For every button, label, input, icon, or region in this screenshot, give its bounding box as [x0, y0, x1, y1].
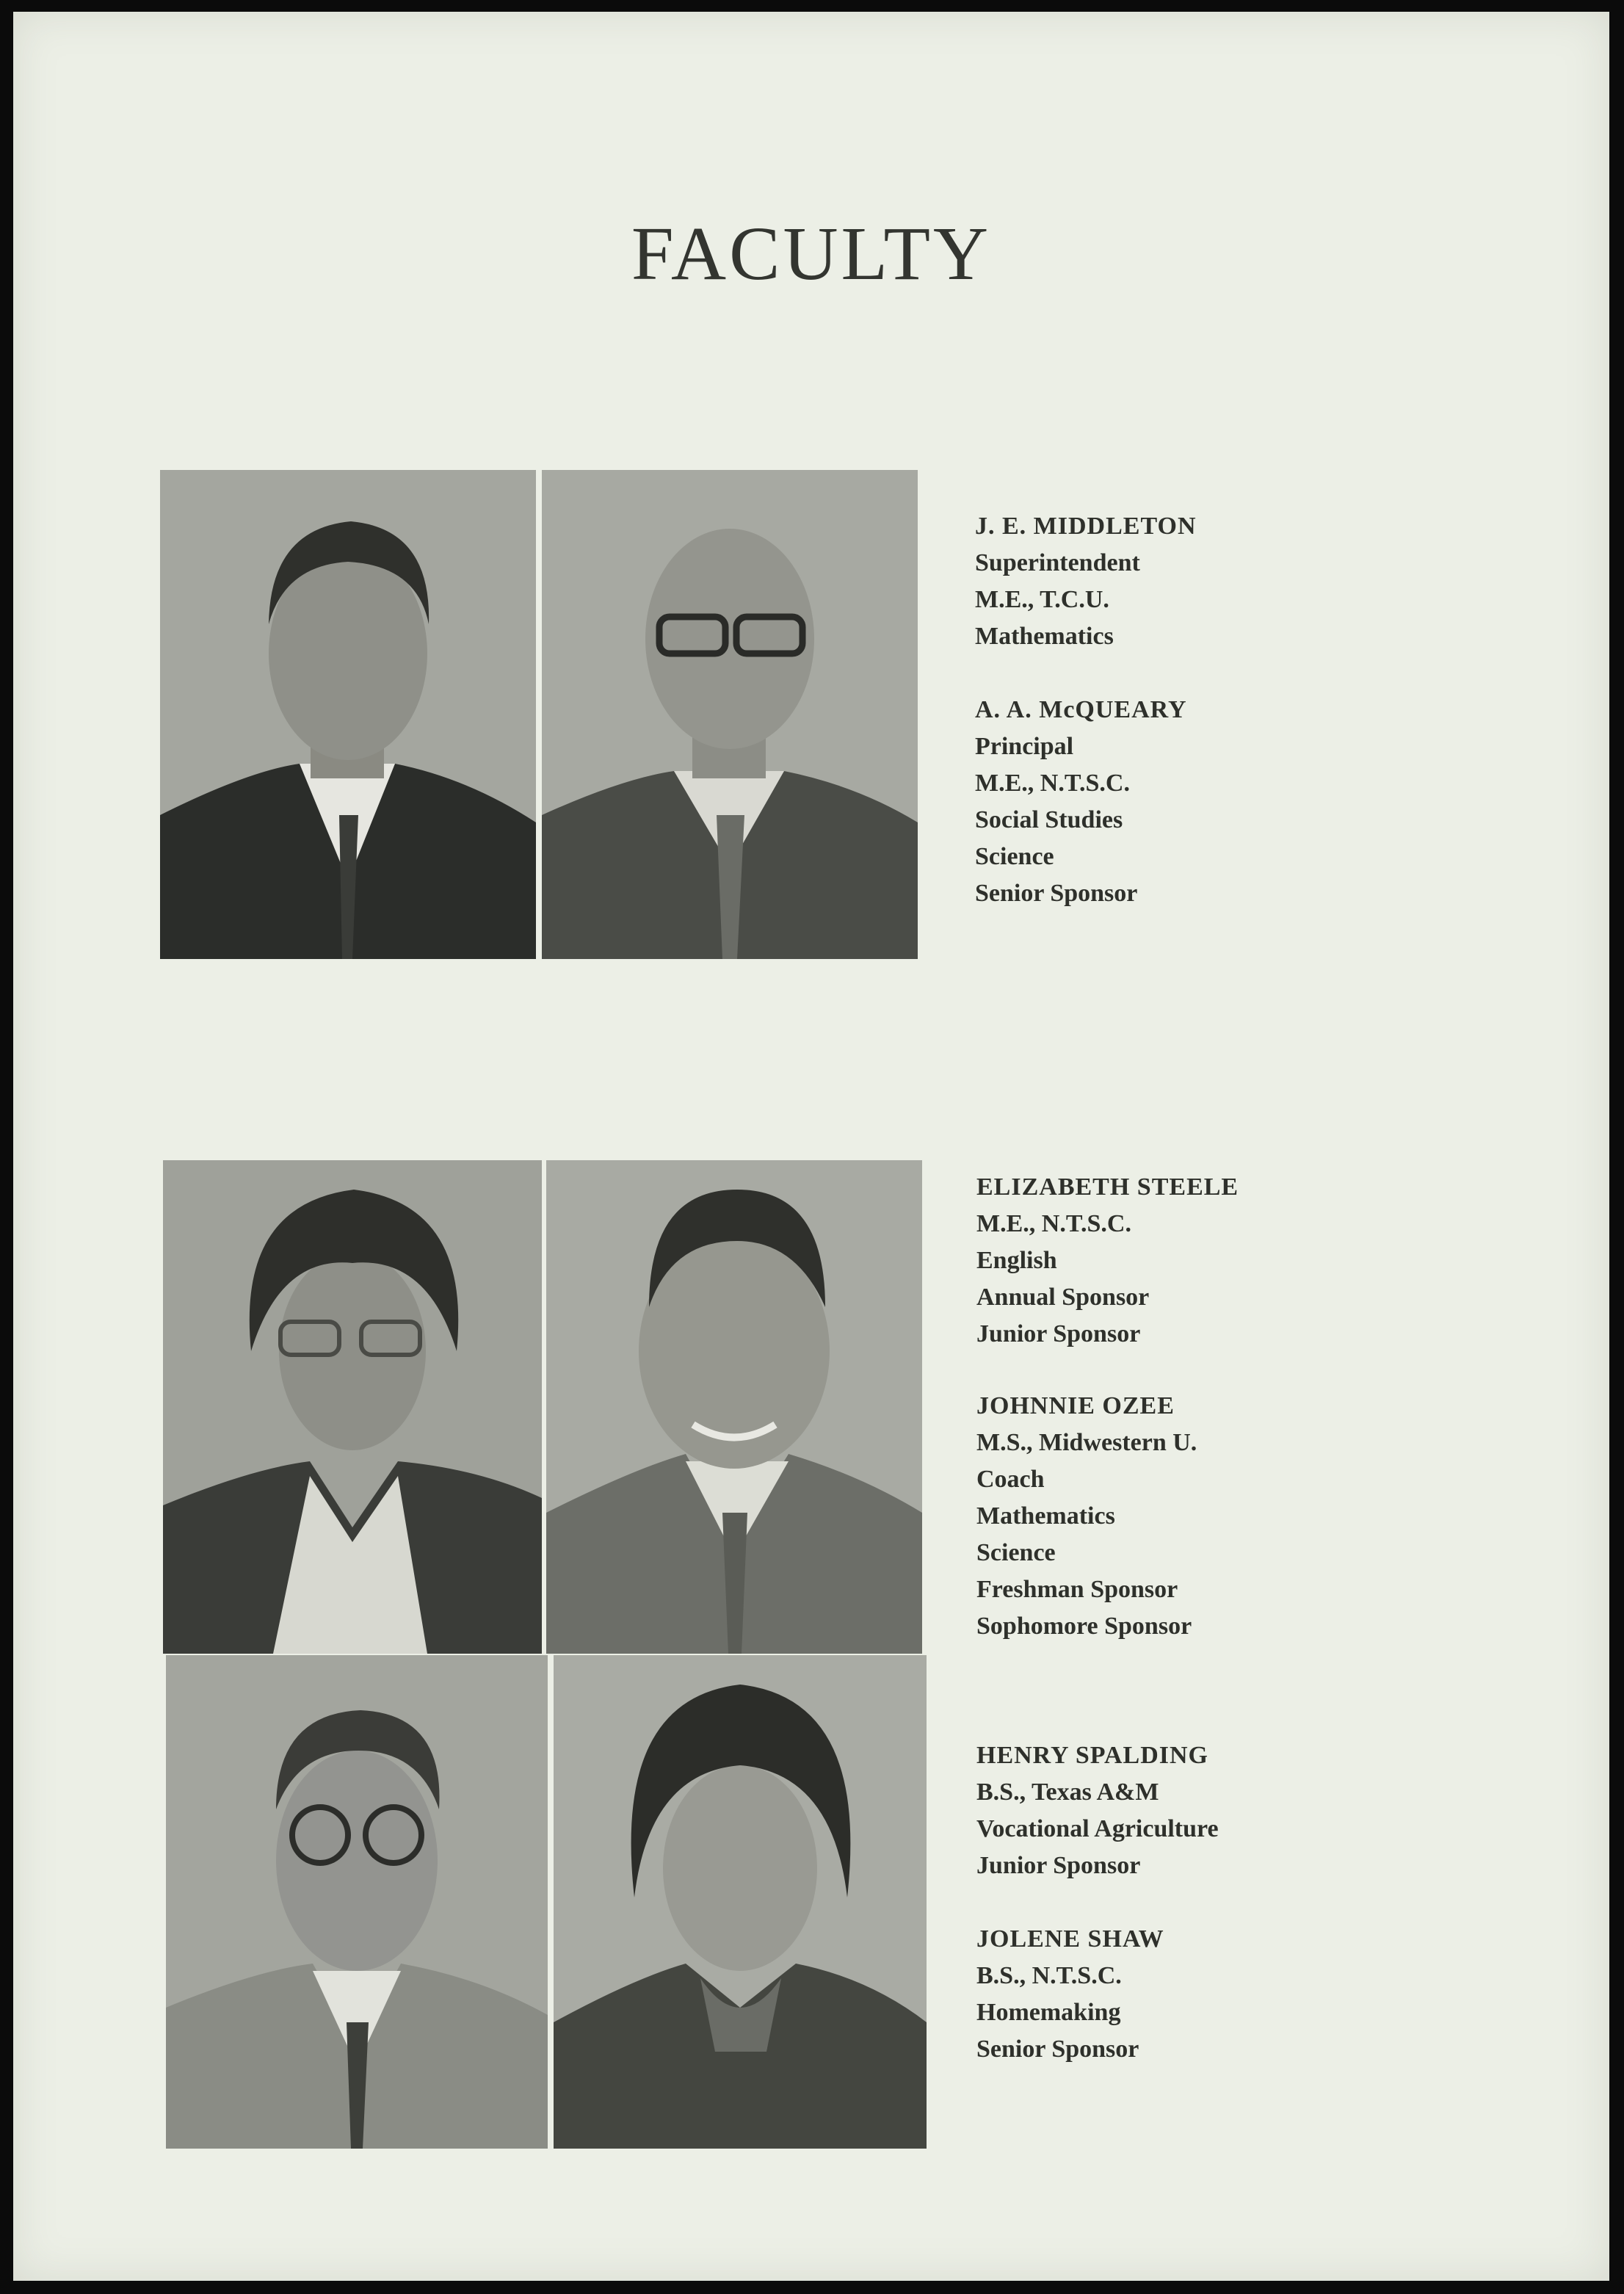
faculty-detail: English	[976, 1247, 1057, 1274]
faculty-detail: M.S., Midwestern U.	[976, 1429, 1197, 1456]
faculty-detail: Mathematics	[976, 1502, 1115, 1530]
page-title: FACULTY	[631, 211, 992, 296]
faculty-name: A. A. McQUEARY	[975, 696, 1187, 723]
photo-middleton	[160, 470, 536, 959]
faculty-detail: Junior Sponsor	[976, 1852, 1141, 1879]
yearbook-page	[13, 12, 1609, 2281]
faculty-entry-spalding	[976, 1737, 1219, 1884]
photo-mcqueary	[542, 470, 918, 959]
faculty-name: HENRY SPALDING	[976, 1742, 1208, 1769]
faculty-detail: M.E., T.C.U.	[975, 586, 1109, 613]
faculty-detail: Sophomore Sponsor	[976, 1613, 1192, 1640]
faculty-detail: M.E., N.T.S.C.	[976, 1210, 1131, 1237]
faculty-name: J. E. MIDDLETON	[975, 513, 1197, 540]
faculty-detail: B.S., Texas A&M	[976, 1779, 1159, 1806]
faculty-name: JOHNNIE OZEE	[976, 1392, 1175, 1419]
faculty-entry-shaw	[976, 1921, 1164, 2068]
faculty-detail: B.S., N.T.S.C.	[976, 1962, 1122, 1989]
faculty-entry-ozee	[976, 1388, 1197, 1645]
faculty-detail: Junior Sponsor	[976, 1320, 1141, 1347]
faculty-detail: Coach	[976, 1466, 1045, 1493]
faculty-detail: Social Studies	[975, 806, 1123, 833]
faculty-detail: Senior Sponsor	[975, 880, 1138, 907]
faculty-name: ELIZABETH STEELE	[976, 1173, 1239, 1201]
faculty-entry-middleton	[975, 508, 1197, 655]
faculty-detail: Senior Sponsor	[976, 2036, 1139, 2063]
photo-ozee	[546, 1160, 922, 1654]
faculty-name: JOLENE SHAW	[976, 1925, 1164, 1953]
faculty-detail: Mathematics	[975, 623, 1114, 650]
faculty-detail: Annual Sponsor	[976, 1284, 1150, 1311]
faculty-entry-steele	[976, 1169, 1239, 1353]
faculty-detail: Vocational Agriculture	[976, 1815, 1219, 1842]
faculty-detail: Superintendent	[975, 549, 1140, 576]
photo-shaw	[554, 1655, 927, 2149]
faculty-detail: Homemaking	[976, 1999, 1121, 2026]
faculty-detail: Science	[975, 843, 1054, 870]
photo-steele	[163, 1160, 542, 1654]
photo-spalding	[166, 1655, 548, 2149]
faculty-detail: Principal	[975, 733, 1074, 760]
faculty-detail: Science	[976, 1539, 1056, 1566]
faculty-entry-mcqueary	[975, 692, 1187, 912]
faculty-detail: M.E., N.T.S.C.	[975, 770, 1130, 797]
faculty-detail: Freshman Sponsor	[976, 1576, 1178, 1603]
